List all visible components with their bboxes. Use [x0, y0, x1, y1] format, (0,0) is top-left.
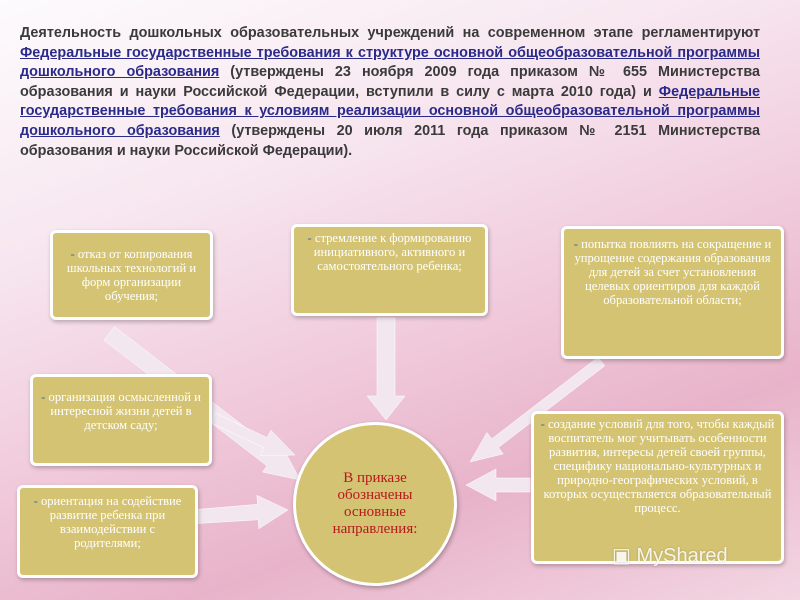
dash-marker: - — [70, 247, 78, 261]
direction-box-2 — [291, 224, 488, 316]
direction-text-1: отказ от копирования школьных технологий и форм организации обучения; — [66, 247, 197, 303]
arrow-6 — [196, 495, 288, 529]
direction-text-4: организация осмысленной и интересной жизни детей в детском саду; — [48, 390, 201, 432]
direction-text-6: ориентация на содействие развитие ребенка при взаимодействии с родителями; — [40, 494, 182, 550]
arrow-2 — [367, 318, 405, 420]
direction-box-6 — [17, 485, 198, 578]
intro-text-2: (утверждены 23 ноября 2009 года приказом № 655 Министерства образования и науки Российской Федерации, вступили в силу с марта 2010 года) и — [20, 64, 760, 100]
watermark-text: MyShared — [636, 545, 728, 567]
center-circle — [293, 422, 457, 586]
watermark — [612, 543, 728, 568]
direction-box-3 — [561, 226, 784, 359]
fgt-structure-link[interactable]: Федеральные государственные требования к структуре основной общеобразовательной программы дошкольного образования — [20, 44, 760, 81]
dash-marker: - — [573, 237, 582, 251]
presentation-icon: ▣ — [612, 545, 637, 567]
arrow-5 — [466, 469, 530, 501]
dash-marker: - — [307, 231, 315, 245]
intro-text-3: (утверждены 20 июля 2011 года приказом № 2151 Министерства образования и науки Российской Федерации). — [20, 122, 761, 159]
center-label: В приказе обозначены основные направления: — [332, 470, 418, 537]
dash-marker: - — [33, 494, 41, 508]
direction-text-3: попытка повлиять на сокращение и упрощение содержания образования для детей за счет установления целевых ориентиров для каждой образовательной области; — [574, 237, 772, 307]
direction-box-5 — [531, 411, 784, 564]
dash-marker: - — [41, 390, 49, 404]
direction-box-4 — [30, 374, 212, 466]
direction-box-1 — [50, 230, 213, 320]
direction-text-5: создание условий для того, чтобы каждый воспитатель мог учитывать особенности развития, интересы детей своей группы, специфику национально-культурных и природно-географических условий, в которых осуществляется образовательный процесс. — [543, 417, 775, 515]
dash-marker: - — [540, 417, 548, 431]
direction-text-2: стремление к формированию инициативного, активного и самостоятельного ребенка; — [313, 231, 472, 273]
fgt-conditions-link[interactable]: Федеральные государственные требования к условиям реализации основной общеобразовательной программы дошкольного образования — [20, 83, 760, 139]
intro-text-1: Деятельность дошкольных образовательных учреждений на современном этапе регламентируют — [20, 25, 760, 41]
